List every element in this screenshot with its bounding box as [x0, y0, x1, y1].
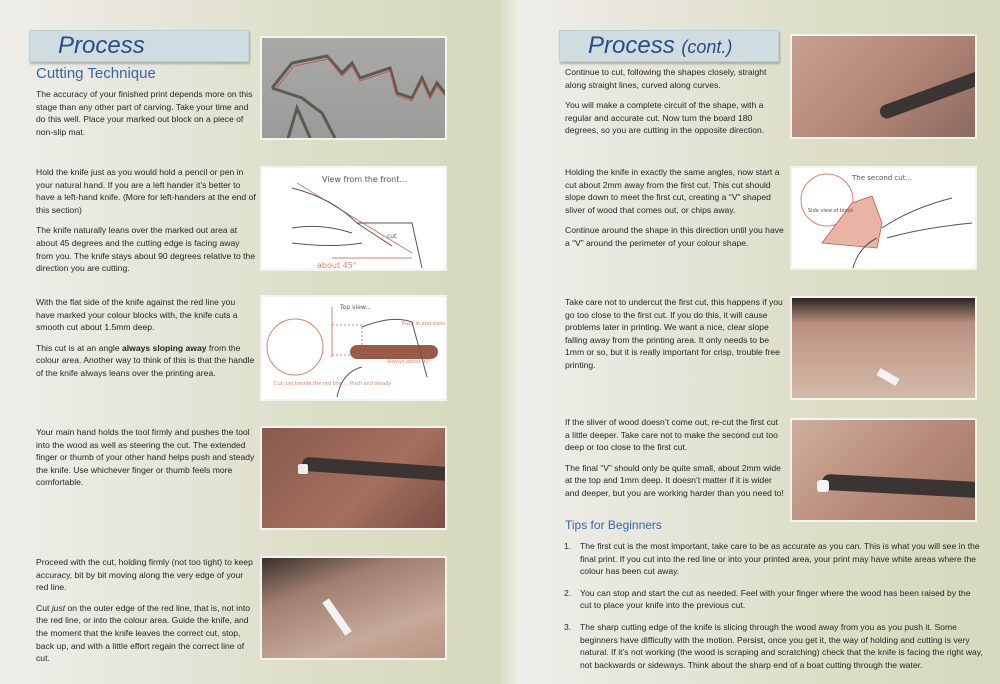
- sketch-view-from-front: [260, 166, 447, 271]
- text-block-4: [36, 426, 256, 497]
- svg-text:The second cut...: The second cut...: [852, 174, 913, 182]
- knife-blade: [322, 598, 351, 635]
- paragraph: The accuracy of your finished print depends more on this stage than any other part of carving. Take your time and do this well. Place your marked out block on a piece of non-slip mat.: [36, 89, 253, 137]
- hand-sketch-top: [262, 297, 447, 401]
- paragraph: The final “V” should only be quite small, about 2mm wide at the top and 1mm deep. It doesn’t matter if it is wider and deeper, but you are working harder than you need to!: [565, 462, 784, 498]
- text-block-2: [36, 166, 256, 283]
- paragraph: Hold the knife just as you would hold a pencil or pen in your natural hand. If you are a left hander it’s better to have a left-hand knife. (More for left-handers at the end of this section): [36, 167, 256, 215]
- text-block-8: [565, 296, 785, 380]
- page-title: Process: [58, 32, 145, 59]
- text-block-9: [565, 416, 785, 508]
- paragraph: Proceed with the cut, holding firmly (not too tight) to keep accuracy, bit by bit moving along the very edge of your red line.: [36, 557, 253, 593]
- carved-outline-graphic: [262, 38, 447, 140]
- text-block-6: [565, 66, 785, 145]
- knife-handle: [302, 457, 447, 481]
- knife-blade: [298, 464, 308, 474]
- page-title: Process (cont.): [588, 32, 733, 59]
- text-block-1: [36, 88, 256, 146]
- svg-text:Top view...: Top view...: [340, 304, 372, 311]
- photo-carved-block: [260, 36, 447, 140]
- photo-close-up-cutting: [790, 296, 977, 400]
- paragraph: If the sliver of wood doesn’t come out, re-cut the first cut a little deeper. Take care not to make the second cut too deep or too close to the first cut.: [565, 417, 779, 453]
- tips-list: [564, 540, 984, 680]
- svg-text:Push in and steer: Push in and steer: [402, 321, 446, 327]
- svg-text:about 45°: about 45°: [317, 261, 357, 270]
- hand-sketch-front: [262, 168, 447, 271]
- photo-hand-holding-knife: [260, 426, 447, 530]
- paragraph: Continue around the shape in this direction until you have a “V” around the perimeter of your colour shape.: [565, 225, 784, 248]
- photo-hand-knife-on-block: [790, 418, 977, 522]
- paragraph: With the flat side of the knife against the red line you have marked your colour blocks with, the knife cuts a smooth cut about 1.5mm deep.: [36, 297, 238, 333]
- emphasis: just: [51, 602, 66, 613]
- svg-text:Cut just beside the red line..: Cut just beside the red line...: [274, 381, 347, 387]
- tip-item: 1. The first cut is the most important, take care to be as accurate as you can. This is what you will see in the final print. If you cut into the red line or into your printed area, your print may have white areas where the colour has been cut away.: [564, 541, 980, 577]
- paragraph: Continue to cut, following the shapes closely, straight along straight lines, curved along curves.: [565, 67, 767, 90]
- svg-text:Always about 90°: Always about 90°: [387, 359, 431, 365]
- text-block-5: [36, 556, 256, 673]
- svg-text:cut: cut: [387, 233, 397, 240]
- text-block-7: [565, 166, 785, 258]
- right-title-banner: [559, 30, 779, 62]
- paragraph: Cut just on the outer edge of the red line, that is, not into the red line, or into the colour area. Guide the knife, and the moment that the knife leaves the correct cut, stop, back up, and with a little effort regain the correct line of cut.: [36, 602, 251, 664]
- tips-heading: Tips for Beginners: [565, 518, 662, 532]
- text-block-3: [36, 296, 256, 388]
- paragraph: Take care not to undercut the first cut, this happens if you go too close to the first cut. If you do this, it will cause problems later in printing. We want a nice, clear slope falling away from the printing area. It only needs to be 1mm or so, but it is really important for crisp, trouble free printing.: [565, 297, 783, 370]
- hand-sketch-second-cut: [792, 168, 977, 270]
- section-heading: Cutting Technique: [36, 65, 156, 82]
- photo-hand-with-knife: [790, 34, 977, 139]
- paragraph: Your main hand holds the tool firmly and pushes the tool into the wood as well as steering the cut. The extended finger or thumb of your other hand helps push and steady the knife. Use whichever finger or thumb feels more comfortable.: [36, 427, 255, 488]
- sketch-top-view: [260, 295, 447, 401]
- svg-text:Push and steady: Push and steady: [350, 381, 392, 387]
- emphasis: always sloping away: [121, 342, 207, 353]
- knife-blade: [876, 368, 899, 386]
- tip-item: 2. You can stop and start the cut as needed. Feel with your finger where the wood has been raised by the cut to place your knife into the previous cut.: [564, 587, 971, 611]
- photo-hands-cutting: [260, 556, 447, 660]
- svg-text:Side view of block: Side view of block: [808, 208, 854, 214]
- paragraph: This cut is at an angle always sloping away from the colour area. Another way to think of this is that the handle of the knife always leans over the printing area.: [36, 342, 255, 378]
- paragraph: The knife naturally leans over the marked out area at about 45 degrees and the cutting edge is facing away from you. The knife stays about 90 degrees relative to the direction you are cutting.: [36, 225, 256, 274]
- svg-text:View from the front...: View from the front...: [322, 175, 408, 184]
- paragraph: You will make a complete circuit of the shape, with a regular and accurate cut. Now turn the board 180 degrees, so you are cutting in the opposite direction.: [565, 100, 765, 136]
- left-title-banner: [29, 30, 249, 62]
- knife-handle: [822, 474, 977, 498]
- knife-blade: [817, 480, 829, 492]
- tip-item: 3. The sharp cutting edge of the knife is slicing through the wood away from you as you push it. Some beginners have difficulty with the motion. Persist, once you get it, the way of holding and cutting is very natural. If it’s not working (the wood is scraping and scratching) check that the knife is facing the right way, not backwards or sideways. Think about the sharp end of a boat cutting through the water.: [564, 621, 983, 670]
- sketch-second-cut: [790, 166, 977, 270]
- knife-handle: [878, 70, 977, 121]
- paragraph: Holding the knife in exactly the same angles, now start a cut about 2mm away from the first cut. This cut should slope down to meet the first cut, creating a “V” shaped sliver of wood that comes out, or chips away.: [565, 167, 780, 215]
